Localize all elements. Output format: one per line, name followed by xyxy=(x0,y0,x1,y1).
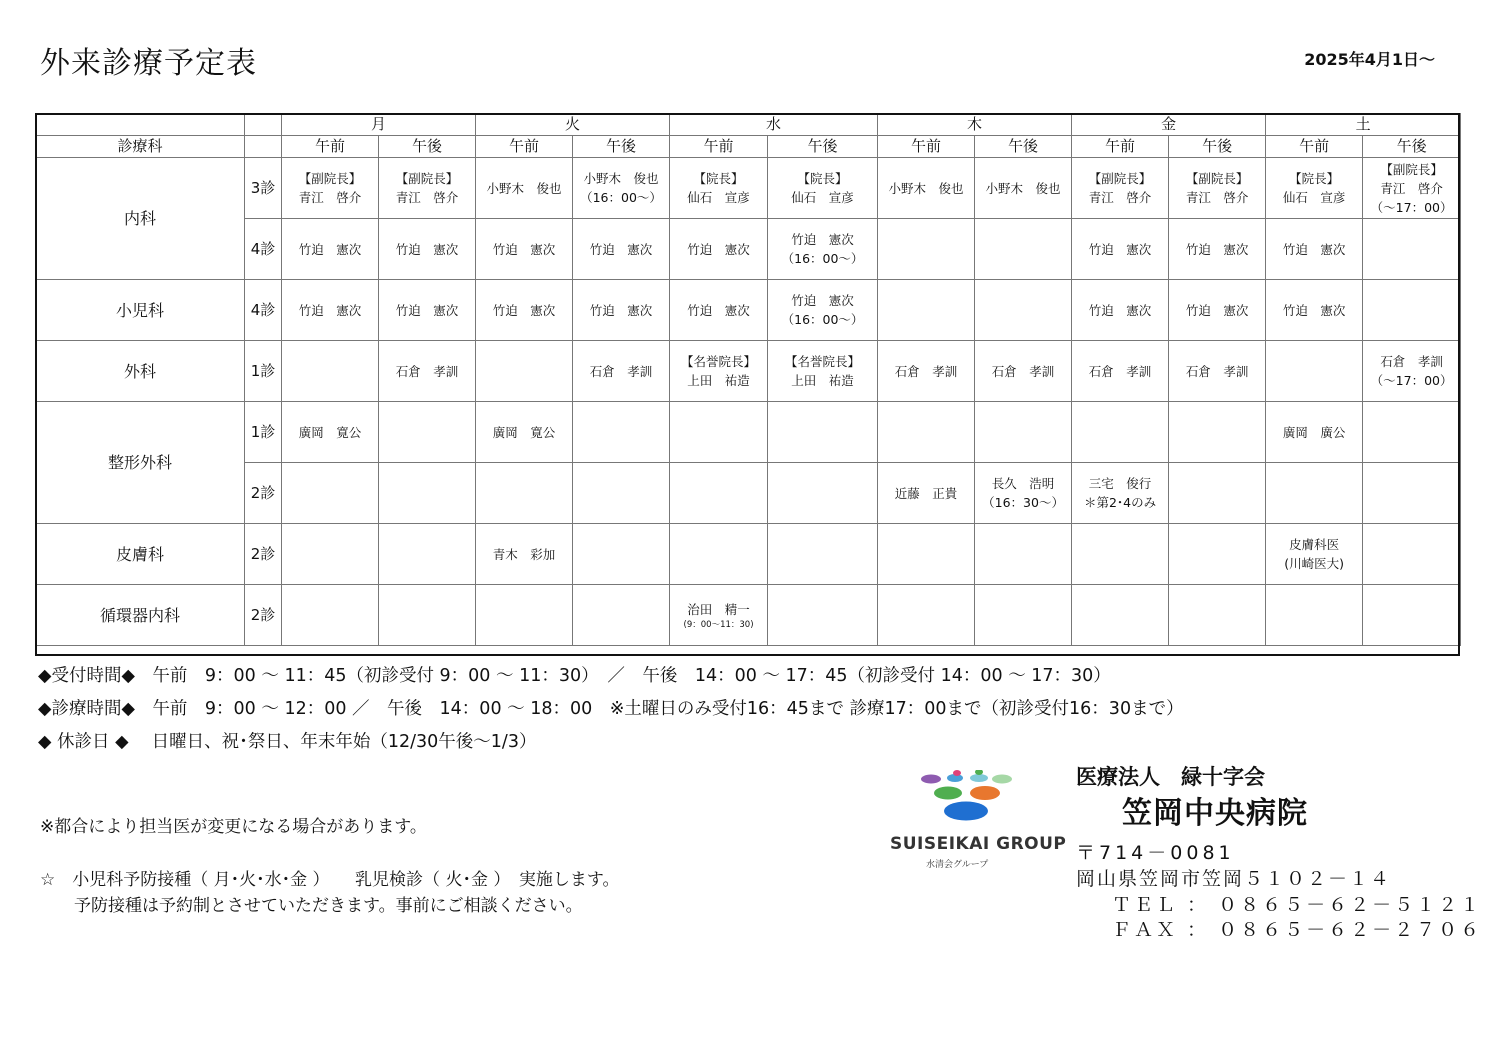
schedule-cell xyxy=(670,341,768,402)
schedule-cell xyxy=(1266,402,1363,463)
logo-dot xyxy=(992,775,1012,784)
fax-number: ＦＡＸ ： ０８６５－６２－２７０６ xyxy=(1112,919,1483,941)
schedule-cell xyxy=(1169,524,1266,585)
doctor-text: 石倉 孝訓 xyxy=(589,363,653,379)
period-header: 午後 xyxy=(379,136,476,158)
period-header: 午前 xyxy=(878,136,975,158)
schedule-cell xyxy=(768,585,878,646)
doctor-text: 竹迫 憲次 xyxy=(791,232,854,247)
doctor-text: 青江 啓介 xyxy=(395,190,459,205)
doctor-text: 【副院長】 xyxy=(1088,171,1152,186)
doctor-text: 【副院長】 xyxy=(1380,161,1443,177)
schedule-cell xyxy=(379,585,476,646)
doctor-text: （16：00～） xyxy=(580,190,662,205)
schedule-cell xyxy=(1363,280,1461,341)
schedule-cell xyxy=(1363,463,1461,524)
doctor-text: 青江 啓介 xyxy=(1380,180,1443,196)
department-cell: 外科 xyxy=(36,341,245,402)
page-title: 外来診療予定表 xyxy=(40,46,257,81)
schedule-cell xyxy=(878,463,975,524)
schedule-cell xyxy=(476,402,573,463)
schedule-cell xyxy=(476,219,573,280)
schedule-cell xyxy=(379,341,476,402)
doctor-text: 仙石 宣彦 xyxy=(1282,190,1346,205)
schedule-cell xyxy=(768,402,878,463)
schedule-cell xyxy=(573,341,670,402)
logo-dot xyxy=(934,787,962,800)
period-header: 午前 xyxy=(282,136,379,158)
doctor-text: 竹迫 憲次 xyxy=(687,241,750,257)
schedule-cell xyxy=(282,463,379,524)
day-header: 火 xyxy=(476,114,670,136)
doctor-text: 竹迫 憲次 xyxy=(589,241,653,257)
consultation-hours: ◆診療時間◆ 午前 9：00 ～ 12：00 ／ 午後 14：00 ～ 18：00 ※土曜日のみ受付16：45まで 診療17：00まで（初診受付16：30まで） xyxy=(38,699,1184,719)
effective-date: 2025年4月1日～ xyxy=(1304,50,1435,69)
doctor-text: 【名誉院長】 xyxy=(681,354,757,369)
room-cell: 2診 xyxy=(245,463,282,524)
logo-dot xyxy=(921,775,941,784)
hospital-name: 笠岡中央病院 xyxy=(1122,796,1308,831)
doctor-text: 治田 精一 xyxy=(687,601,750,617)
doctor-text: 青江 啓介 xyxy=(1185,190,1249,205)
schedule-cell xyxy=(1169,158,1266,219)
schedule-cell xyxy=(768,280,878,341)
period-header-row xyxy=(36,136,1461,158)
schedule-cell xyxy=(476,524,573,585)
vaccination-reservation-note: 予防接種は予約制とさせていただきます。事前にご相談ください。 xyxy=(74,896,583,916)
schedule-cell xyxy=(1169,402,1266,463)
schedule-cell xyxy=(878,524,975,585)
doctor-text: 竹迫 憲次 xyxy=(395,241,459,257)
doctor-text: 【院長】 xyxy=(797,171,848,186)
doctor-text: 竹迫 憲次 xyxy=(1088,241,1152,257)
schedule-cell xyxy=(670,280,768,341)
group-name: SUISEIKAI GROUP xyxy=(890,834,1067,854)
schedule-cell xyxy=(282,402,379,463)
doctor-text: 石倉 孝訓 xyxy=(395,363,459,379)
doctor-text: 小野木 俊也 xyxy=(486,180,562,196)
schedule-cell xyxy=(476,463,573,524)
schedule-cell xyxy=(573,219,670,280)
doctor-text: 長久 浩明 xyxy=(991,476,1055,491)
doctor-text: (川崎医大) xyxy=(1284,556,1344,571)
doctor-text: 小野木 俊也 xyxy=(888,180,964,196)
doctor-text: 仙石 宣彦 xyxy=(687,190,750,205)
schedule-cell xyxy=(379,158,476,219)
schedule-cell xyxy=(975,219,1072,280)
doctor-change-note: ※都合により担当医が変更になる場合があります。 xyxy=(40,817,427,837)
schedule-cell xyxy=(282,280,379,341)
doctor-text: 竹迫 憲次 xyxy=(298,241,362,257)
schedule-cell xyxy=(379,280,476,341)
schedule-cell xyxy=(1266,341,1363,402)
doctor-text: （16：30～） xyxy=(982,495,1064,510)
room-cell: 2診 xyxy=(245,585,282,646)
doctor-text: (9：00～11：30) xyxy=(683,619,754,630)
doctor-text: （16：00～） xyxy=(781,251,864,266)
doctor-text: 竹迫 憲次 xyxy=(298,302,362,318)
schedule-cell xyxy=(670,524,768,585)
schedule-cell xyxy=(670,402,768,463)
schedule-cell xyxy=(1072,402,1169,463)
doctor-text: （16：00～） xyxy=(781,312,864,327)
schedule-cell xyxy=(975,463,1072,524)
schedule-cell xyxy=(975,280,1072,341)
schedule-cell xyxy=(1072,219,1169,280)
table-row xyxy=(36,219,1461,280)
schedule-cell xyxy=(379,219,476,280)
header-blank xyxy=(245,136,282,158)
doctor-text: 廣岡 寛公 xyxy=(298,424,362,440)
doctor-text: 青江 啓介 xyxy=(298,190,362,205)
schedule-cell xyxy=(379,524,476,585)
schedule-cell xyxy=(282,524,379,585)
period-header: 午後 xyxy=(573,136,670,158)
schedule-cell xyxy=(1266,280,1363,341)
schedule-cell xyxy=(878,219,975,280)
tel-number: ＴＥＬ ： ０８６５－６２－５１２１ xyxy=(1112,894,1483,916)
department-cell: 循環器内科 xyxy=(36,585,245,646)
schedule-cell xyxy=(878,341,975,402)
logo-dot xyxy=(970,786,1000,800)
doctor-text: 竹迫 憲次 xyxy=(687,302,750,318)
schedule-cell xyxy=(573,585,670,646)
dept-header: 診療科 xyxy=(36,136,245,158)
doctor-text: 【副院長】 xyxy=(1185,171,1249,186)
schedule-table xyxy=(35,113,1461,646)
day-header: 土 xyxy=(1266,114,1461,136)
doctor-text: 【副院長】 xyxy=(298,171,362,186)
period-header: 午後 xyxy=(975,136,1072,158)
table-row xyxy=(36,402,1461,463)
header-blank xyxy=(245,114,282,136)
schedule-cell xyxy=(1072,158,1169,219)
doctor-text: 竹迫 憲次 xyxy=(589,302,653,318)
schedule-cell xyxy=(1266,219,1363,280)
doctor-text: 【院長】 xyxy=(693,171,744,186)
department-cell: 小児科 xyxy=(36,280,245,341)
group-name-japanese: 水清会グループ xyxy=(926,860,989,870)
schedule-cell xyxy=(670,463,768,524)
schedule-cell xyxy=(1169,280,1266,341)
day-header: 月 xyxy=(282,114,476,136)
room-cell: 3診 xyxy=(245,158,282,219)
schedule-cell xyxy=(1072,463,1169,524)
postal-code: 〒714－0081 xyxy=(1076,842,1235,864)
table-row xyxy=(36,341,1461,402)
schedule-cell xyxy=(1363,219,1461,280)
doctor-text: 小野木 俊也 xyxy=(583,171,659,186)
schedule-cell xyxy=(1266,158,1363,219)
period-header: 午後 xyxy=(1363,136,1461,158)
doctor-text: 竹迫 憲次 xyxy=(791,293,854,308)
schedule-cell xyxy=(768,219,878,280)
schedule-cell xyxy=(670,219,768,280)
doctor-text: 【副院長】 xyxy=(395,171,459,186)
period-header: 午前 xyxy=(476,136,573,158)
doctor-text: ＊第2･4のみ xyxy=(1083,495,1157,510)
schedule-cell xyxy=(1072,341,1169,402)
doctor-text: 廣岡 寛公 xyxy=(492,424,556,440)
schedule-cell xyxy=(1169,219,1266,280)
doctor-text: 皮膚科医 xyxy=(1289,537,1340,552)
schedule-cell xyxy=(476,585,573,646)
doctor-text: 石倉 孝訓 xyxy=(1185,363,1249,379)
schedule-cell xyxy=(1169,463,1266,524)
schedule-cell xyxy=(379,402,476,463)
schedule-cell xyxy=(476,158,573,219)
doctor-text: 【院長】 xyxy=(1289,171,1340,186)
period-header: 午前 xyxy=(1266,136,1363,158)
doctor-text: 上田 祐造 xyxy=(791,373,854,388)
schedule-cell xyxy=(1266,524,1363,585)
schedule-cell xyxy=(975,585,1072,646)
doctor-text: 小野木 俊也 xyxy=(985,180,1061,196)
table-row xyxy=(36,158,1461,219)
schedule-cell xyxy=(768,158,878,219)
period-header: 午後 xyxy=(768,136,878,158)
doctor-text: 竹迫 憲次 xyxy=(1088,302,1152,318)
schedule-cell xyxy=(975,402,1072,463)
doctor-text: 石倉 孝訓 xyxy=(991,363,1055,379)
table-row xyxy=(36,463,1461,524)
schedule-cell xyxy=(1363,524,1461,585)
reception-hours: ◆受付時間◆ 午前 9：00 ～ 11：45（初診受付 9：00 ～ 11：30） ／ 午後 14：00 ～ 17：45（初診受付 14：00 ～ 17：30） xyxy=(38,666,1111,686)
doctor-text: 仙石 宣彦 xyxy=(791,190,854,205)
schedule-cell xyxy=(1363,158,1461,219)
doctor-text: 竹迫 憲次 xyxy=(1185,241,1249,257)
schedule-cell xyxy=(975,524,1072,585)
doctor-text: 石倉 孝訓 xyxy=(1380,354,1443,369)
schedule-cell xyxy=(878,280,975,341)
schedule-cell xyxy=(768,341,878,402)
department-cell: 整形外科 xyxy=(36,402,245,524)
doctor-text: 竹迫 憲次 xyxy=(1185,302,1249,318)
department-cell: 皮膚科 xyxy=(36,524,245,585)
schedule-cell xyxy=(1169,585,1266,646)
doctor-text: 上田 祐造 xyxy=(687,373,750,388)
schedule-cell xyxy=(1266,585,1363,646)
schedule-cell xyxy=(573,463,670,524)
logo-dot xyxy=(944,802,988,821)
schedule-cell xyxy=(975,341,1072,402)
day-header: 金 xyxy=(1072,114,1266,136)
room-cell: 4診 xyxy=(245,219,282,280)
header-blank xyxy=(36,114,245,136)
schedule-cell xyxy=(768,524,878,585)
schedule-cell xyxy=(1363,585,1461,646)
room-cell: 1診 xyxy=(245,402,282,463)
doctor-text: 石倉 孝訓 xyxy=(894,363,958,379)
schedule-cell xyxy=(573,280,670,341)
closed-days: ◆ 休診日 ◆ 日曜日、祝･祭日、年末年始（12/30午後～1/3） xyxy=(38,732,537,752)
doctor-text: 竹迫 憲次 xyxy=(1282,241,1346,257)
doctor-text: 竹迫 憲次 xyxy=(1282,302,1346,318)
schedule-cell xyxy=(1266,463,1363,524)
corporation-name: 医療法人 緑十字会 xyxy=(1076,765,1265,789)
schedule-cell xyxy=(1363,402,1461,463)
doctor-text: 【名誉院長】 xyxy=(785,354,861,369)
table-row xyxy=(36,280,1461,341)
schedule-cell xyxy=(282,158,379,219)
doctor-text: 三宅 俊行 xyxy=(1088,476,1152,491)
schedule-cell xyxy=(878,158,975,219)
schedule-cell xyxy=(573,524,670,585)
doctor-text: 青木 彩加 xyxy=(492,546,556,562)
schedule-cell xyxy=(282,341,379,402)
doctor-text: （～17：00） xyxy=(1370,199,1453,215)
room-cell: 4診 xyxy=(245,280,282,341)
schedule-cell xyxy=(1072,280,1169,341)
schedule-cell xyxy=(768,463,878,524)
period-header: 午前 xyxy=(670,136,768,158)
doctor-text: （～17：00） xyxy=(1370,373,1453,388)
doctor-text: 石倉 孝訓 xyxy=(1088,363,1152,379)
schedule-cell xyxy=(282,585,379,646)
day-header: 水 xyxy=(670,114,878,136)
schedule-cell xyxy=(975,158,1072,219)
schedule-cell xyxy=(476,341,573,402)
schedule-cell xyxy=(878,585,975,646)
suiseikai-logo-icon xyxy=(890,770,1050,870)
schedule-cell xyxy=(670,158,768,219)
room-cell: 1診 xyxy=(245,341,282,402)
table-row xyxy=(36,524,1461,585)
schedule-cell xyxy=(1169,341,1266,402)
period-header: 午後 xyxy=(1169,136,1266,158)
schedule-cell xyxy=(1072,524,1169,585)
table-row xyxy=(36,585,1461,646)
schedule-cell xyxy=(573,158,670,219)
logo-dot xyxy=(953,770,961,776)
room-cell: 2診 xyxy=(245,524,282,585)
day-header: 木 xyxy=(878,114,1072,136)
doctor-text: 廣岡 廣公 xyxy=(1282,424,1346,440)
day-header-row xyxy=(36,114,1461,136)
doctor-text: 竹迫 憲次 xyxy=(395,302,459,318)
address: 岡山県笠岡市笠岡５１０２－１４ xyxy=(1076,868,1392,890)
doctor-text: 竹迫 憲次 xyxy=(492,241,556,257)
schedule-cell xyxy=(476,280,573,341)
schedule-cell xyxy=(878,402,975,463)
period-header: 午前 xyxy=(1072,136,1169,158)
vaccination-note: ☆ 小児科予防接種（ 月･火･水･金 ） 乳児検診（ 火･金 ） 実施します。 xyxy=(40,870,620,890)
schedule-cell xyxy=(1363,341,1461,402)
doctor-text: 青江 啓介 xyxy=(1088,190,1152,205)
doctor-text: 竹迫 憲次 xyxy=(492,302,556,318)
schedule-cell xyxy=(1072,585,1169,646)
schedule-cell xyxy=(573,402,670,463)
doctor-text: 近藤 正貴 xyxy=(894,485,958,501)
logo-dot xyxy=(970,774,988,782)
schedule-cell xyxy=(670,585,768,646)
schedule-cell xyxy=(282,219,379,280)
department-cell: 内科 xyxy=(36,158,245,280)
schedule-cell xyxy=(379,463,476,524)
